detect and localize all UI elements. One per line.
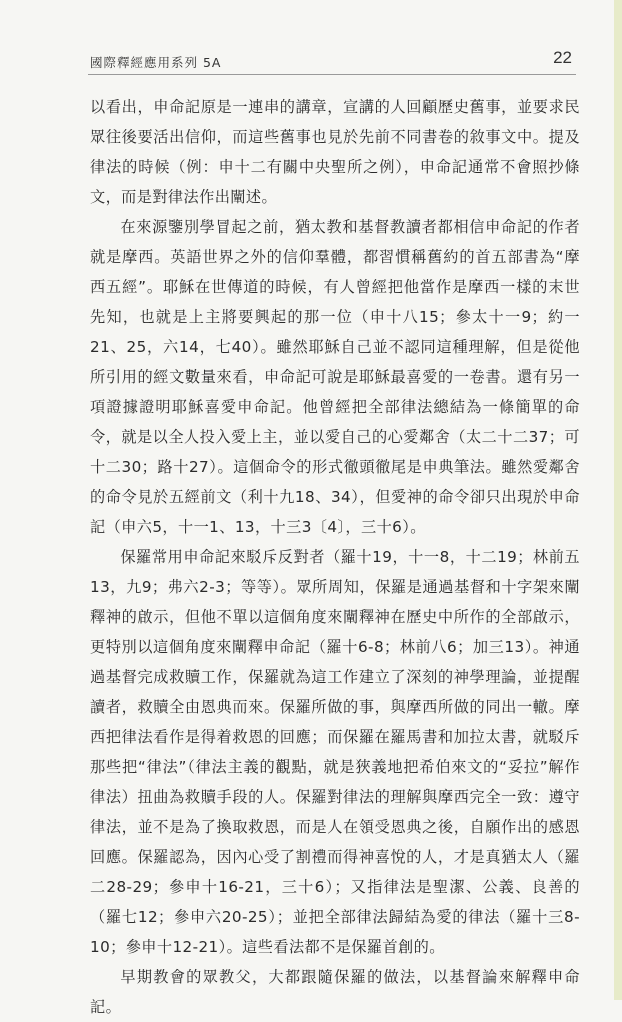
book-spine-edge (614, 0, 622, 1000)
running-header (88, 50, 576, 75)
paragraph-2: 在來源鑒別學冒起之前，猶太教和基督教讀者都相信申命記的作者就是摩西。英語世界之外的信仰羣體，都習慣稱舊約的首五部書為“摩西五經”。耶穌在世傳道的時候，有人曾經把他當作是摩西一樣的末世先知，也就是上主將要興起的那一位（申十八15；參太十一9；約一21、25，六14，七40）。雖然耶穌自己並不認同這種理解，但是從他所引用的經文數量來看，申命記可說是耶穌最喜愛的一卷書。還有另一項證據證明耶穌喜愛申命記。他曾經把全部律法總結為一條簡單的命令，就是以全人投入愛上主，並以愛自己的心愛鄰舍（太二十二37；可十二30；路十27）。這個命令的形式徹頭徹尾是申典筆法。雖然愛鄰舍的命令見於五經前文（利十九18、34），但愛神的命令卻只出現於申命記（申六5，十一1、13，十三3〔4〕，三十6）。 (90, 218, 580, 536)
paragraph-1: 以看出，申命記原是一連串的講章，宣講的人回顧歷史舊事，並要求民眾往後要活出信仰，而這些舊事也見於先前不同書卷的敘事文中。提及律法的時候（例：申十二有關中央聖所之例），申命記通常不會照抄條文，而是對律法作出闡述。 (90, 98, 580, 206)
paragraph-4: 早期教會的眾教父，大都跟隨保羅的做法，以基督論來解釋申命記。 (90, 968, 580, 1016)
body-text (90, 92, 580, 1022)
paragraph-3: 保羅常用申命記來駁斥反對者（羅十19，十一8，十二19；林前五13，九9；弗六2-3；等等）。眾所周知，保羅是通過基督和十字架來闡釋神的啟示，但他不單以這個角度來闡釋神在歷史中所作的全部啟示，更特別以這個角度來闡釋申命記（羅十6-8；林前八6；加三13）。神通過基督完成救贖工作，保羅就為這工作建立了深刻的神學理論，並提醒讀者，救贖全由恩典而來。保羅所做的事，與摩西所做的同出一轍。摩西把律法看作是得着救恩的回應；而保羅在羅馬書和加拉太書，就駁斥那些把“律法”（律法主義的觀點，就是狹義地把希伯來文的“妥拉”解作律法）扭曲為救贖手段的人。保羅對律法的理解與摩西完全一致：遵守律法，並不是為了換取救恩，而是人在領受恩典之後，自願作出的感恩回應。保羅認為，因內心受了割禮而得神喜悅的人，才是真猶太人（羅二28-29；參申十16-21，三十6）；又指律法是聖潔、公義、良善的（羅七12；參申六20-25）；並把全部律法歸結為愛的律法（羅十三8-10；參申十12-21）。這些看法都不是保羅首創的。 (90, 548, 580, 956)
page-number: 22 (553, 48, 572, 67)
series-title: 國際釋經應用系列 5A (90, 55, 222, 70)
